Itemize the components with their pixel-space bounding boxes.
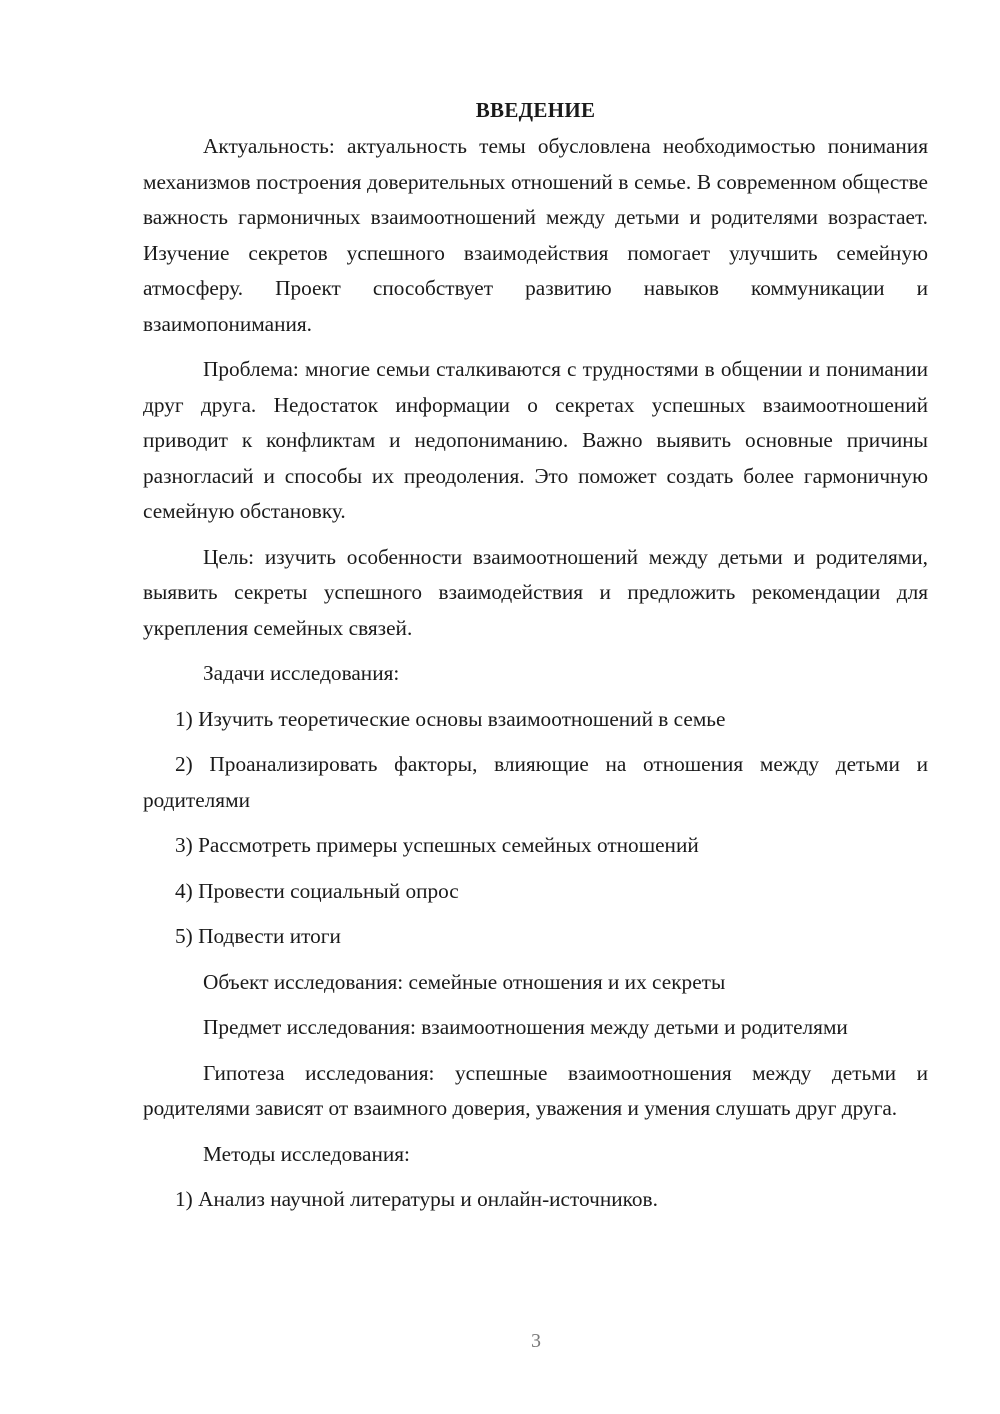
task-item-5: 5) Подвести итоги	[175, 924, 341, 948]
tasks-heading: Задачи исследования:	[203, 661, 400, 685]
method-item-1: 1) Анализ научной литературы и онлайн-источников.	[175, 1187, 658, 1211]
subject-paragraph: Предмет исследования: взаимоотношения между детьми и родителями	[203, 1015, 848, 1039]
document-page	[143, 95, 928, 1228]
task-item-2: 2) Проанализировать факторы, влияющие на отношения между детьми и родителями	[143, 752, 928, 812]
task-item-4: 4) Провести социальный опрос	[175, 878, 459, 903]
section-title: ВВЕДЕНИЕ	[475, 98, 596, 122]
goal-paragraph: Цель: изучить особенности взаимоотношений между детьми и родителями, выявить секреты успешного взаимодействия и предложить рекомендации для укрепления семейных связей.	[143, 544, 928, 640]
task-item-1: 1) Изучить теоретические основы взаимоотношений в семье	[175, 706, 726, 731]
hypothesis-paragraph: Гипотеза исследования: успешные взаимоотношения между детьми и родителями зависят от взаимного доверия, уважения и умения слушать друг друга.	[143, 1060, 928, 1120]
methods-heading: Методы исследования:	[203, 1141, 410, 1166]
task-item-3: 3) Рассмотреть примеры успешных семейных отношений	[175, 833, 699, 857]
problem-paragraph: Проблема: многие семьи сталкиваются с трудностями в общении и понимании друг друга. Недостаток информации о секретах успешных взаимоотношений приводит к конфликтам и недопониманию. Важно выявить основные причины разногласий и способы их преодоления. Это поможет создать более гармоничную семейную обстановку.	[143, 357, 928, 523]
object-paragraph: Объект исследования: семейные отношения и их секреты	[203, 969, 726, 994]
relevance-paragraph: Актуальность: актуальность темы обусловлена необходимостью понимания механизмов построения доверительных отношений в семье. В современном обществе важность гармоничных взаимоотношений между детьми и родителями возрастает. Изучение секретов успешного взаимодействия помогает улучшить семейную атмосферу. Проект способствует развитию навыков коммуникации и взаимопонимания.	[143, 134, 928, 336]
page-number: 3	[531, 1330, 541, 1352]
